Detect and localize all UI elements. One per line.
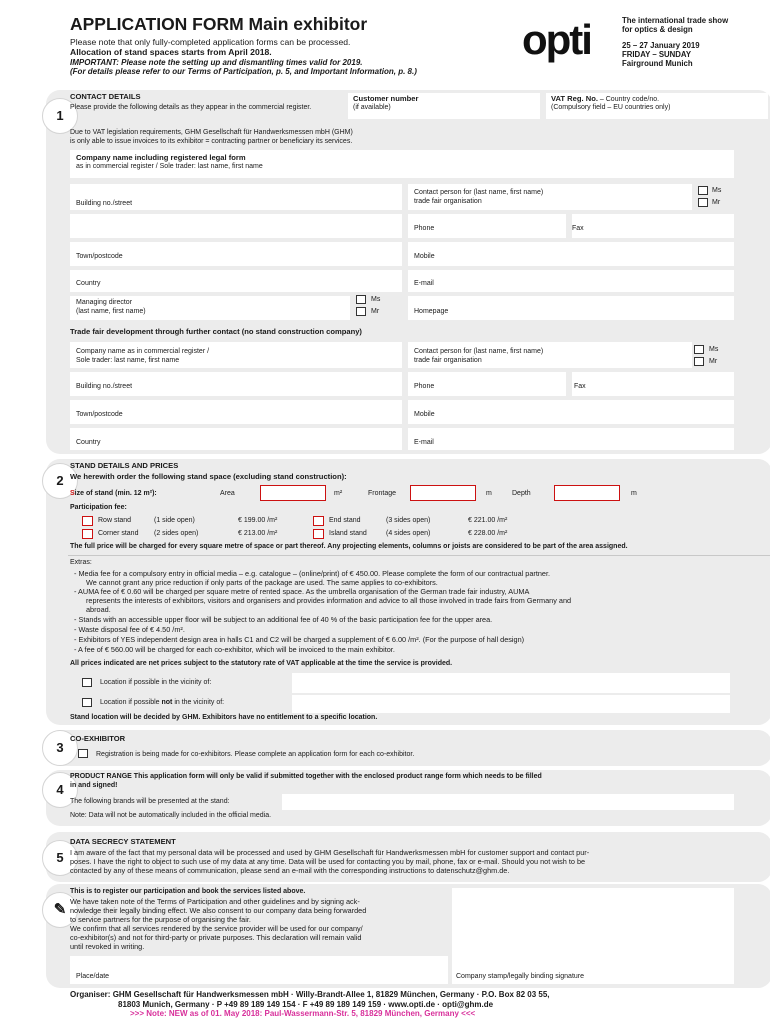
divider [68, 555, 770, 556]
company-name-label: Company name including registered legal form [76, 153, 246, 162]
register-line-3: to service partners for the purpose of organising the fair. [70, 915, 251, 924]
register-line-4: We confirm that all services rendered by the service provider will be used for our company/ [70, 924, 363, 933]
vat-reg-hint: (Compulsory field – EU countries only) [551, 104, 671, 111]
show-days: FRIDAY – SUNDAY [622, 50, 692, 60]
brands-input[interactable] [282, 794, 734, 810]
country-label: Country [76, 280, 101, 287]
vat-legal-line-2: is only able to issue invoices to its exhibitor = contracting partner or beneficiary its services. [70, 138, 353, 145]
customer-number-hint: (if available) [353, 104, 391, 111]
company-stamp-field[interactable] [452, 888, 734, 984]
register-line-1: We have taken note of the Terms of Participation and other guidelines and by signing ack- [70, 897, 360, 906]
customer-number-field[interactable] [348, 93, 540, 119]
frontage-unit: m [486, 490, 492, 497]
extra-upper-floor: - Stands with an accessible upper floor will be subject to an additional fee of 40 % of the basic participation fee for the upper area. [74, 615, 493, 624]
row-stand-checkbox[interactable] [82, 516, 93, 526]
country-field[interactable] [70, 270, 402, 292]
further-contact-heading: Trade fair development through further contact (no stand construction company) [70, 327, 362, 336]
brands-note: Note: Data will not be automatically included in the official media. [70, 812, 272, 819]
further-company-label-1: Company name as in commercial register / [76, 348, 210, 355]
section-3-title: CO-EXHIBITOR [70, 734, 126, 743]
row-stand-price: € 199.00 /m² [238, 517, 278, 524]
further-mobile-label: Mobile [414, 411, 435, 418]
company-name-hint: as in commercial register / Sole trader: last name, first name [76, 163, 263, 170]
organiser-line-1: GHM Gesellschaft für Handwerksmessen mbH · Willy-Brandt-Allee 1, 81829 München, Germany · P.O. Box 82 03 55, [110, 990, 550, 999]
phone-label: Phone [414, 225, 435, 232]
corner-stand-label: Corner stand [98, 530, 139, 537]
vat-reg-tail: – Country code/no. [597, 96, 660, 103]
contact-person-label-1: Contact person for (last name, first name) [414, 189, 544, 196]
company-stamp-label: Company stamp/legally binding signature [456, 973, 585, 980]
fax-field[interactable] [572, 214, 734, 238]
section-2-title: STAND DETAILS AND PRICES [70, 461, 179, 470]
depth-unit: m [631, 490, 637, 497]
location-decision-note: Stand location will be decided by GHM. Exhibitors have no entitlement to a specific location. [70, 714, 378, 721]
place-date-field[interactable] [70, 956, 448, 984]
intro-line-2: Allocation of stand spaces starts from April 2018. [70, 46, 272, 57]
further-mobile-field[interactable] [408, 400, 734, 424]
further-town-label: Town/postcode [76, 411, 123, 418]
island-stand-checkbox[interactable] [313, 529, 324, 539]
participation-fee-label: Participation fee: [70, 504, 127, 511]
organiser-info [70, 990, 550, 1011]
company-name-field[interactable] [70, 150, 734, 178]
further-fax-field[interactable] [572, 372, 734, 396]
register-line-5: co-exhibitor(s) and not for third-party or private purposes. This declaration will remain valid [70, 933, 362, 942]
data-secrecy-line-2: poses. I have the right to object to such use of my data at any time. Data will be used for contacting you by mail, phone, fax or e-mail. Should you not wish to be [70, 857, 586, 866]
location-not-near-checkbox[interactable] [82, 698, 92, 707]
place-date-label: Place/date [76, 973, 110, 980]
fax-label: Fax [572, 225, 584, 232]
further-mr-label: Mr [709, 358, 718, 365]
show-info [622, 16, 762, 69]
register-line-2: nowledge their legally binding effect. We also consent to our company data being forwarded [70, 906, 367, 915]
md-mr-label: Mr [371, 308, 380, 315]
contact-mr-label: Mr [712, 199, 721, 206]
further-ms-checkbox[interactable] [694, 345, 704, 354]
vat-reg-field[interactable] [546, 93, 768, 119]
mobile-field[interactable] [408, 242, 734, 266]
building-street-label: Building no./street [76, 200, 133, 207]
location-near-checkbox[interactable] [82, 678, 92, 687]
intro-line-3: IMPORTANT: Please note the setting up and dismantling times valid for 2019. [70, 57, 363, 67]
island-stand-label: Island stand [329, 530, 367, 537]
corner-stand-price: € 213.00 /m² [238, 530, 278, 537]
further-contact-label-2: trade fair organisation [414, 357, 482, 364]
further-fax-label: Fax [574, 383, 586, 390]
further-ms-label: Ms [709, 346, 719, 353]
brands-label: The following brands will be presented at the stand: [70, 798, 230, 805]
extra-auma-fee-2: represents the interests of exhibitors, visitors and organisers and provides information and advice to all those involved in trade fairs from Germany and [86, 596, 572, 605]
further-country-field[interactable] [70, 428, 402, 450]
order-text: We herewith order the following stand space (excluding stand construction): [70, 472, 347, 481]
further-mr-checkbox[interactable] [694, 357, 704, 366]
island-stand-price: € 228.00 /m² [468, 530, 508, 537]
co-exhibitor-checkbox[interactable] [78, 749, 88, 758]
section-signature [46, 884, 770, 988]
end-stand-sides: (3 sides open) [386, 517, 431, 524]
data-secrecy-line-1: I am aware of the fact that my personal data will be processed and used by GHM Gesellschaft für Handwerksmessen mbH for customer support and contact pur- [70, 848, 590, 857]
further-email-label: E-mail [414, 439, 434, 446]
extra-auma-fee-3: abroad. [86, 605, 111, 614]
vat-legal-line-1: Due to VAT legislation requirements, GHM Gesellschaft für Handwerksmessen mbH (GHM) [70, 129, 353, 136]
pen-icon: ✎ [42, 892, 78, 928]
full-price-note: The full price will be charged for every square metre of space or part thereof. Any projecting elements, columns or joists are considered to be part of the area assigned. [70, 543, 628, 550]
extra-waste-fee: - Waste disposal fee of € 4.50 /m². [74, 625, 185, 634]
section-number-1: 1 [42, 98, 78, 134]
extra-co-exhibitor-fee: - A fee of € 560.00 will be charged for each co-exhibitor, which will be invoiced to the main exhibitor. [74, 645, 395, 654]
contact-ms-label: Ms [712, 187, 722, 194]
address-change-note: >>> Note: NEW as of 01. May 2018: Paul-Wassermann-Str. 5, 81829 München, Germany <<< [130, 1009, 476, 1018]
contact-person-label-2: trade fair organisation [414, 198, 482, 205]
location-not-near-label: Location if possible not in the vicinity of: [100, 699, 225, 706]
section-1-title: CONTACT DETAILS [70, 92, 141, 101]
homepage-label: Homepage [414, 308, 449, 315]
area-label: Area [220, 490, 235, 497]
product-range-text-2: in and signed! [70, 782, 118, 789]
product-range-text: PRODUCT RANGE This application form will only be valid if submitted together with the enclosed product range form which needs to be filled [70, 773, 542, 780]
show-line-1: The international trade show [622, 16, 729, 25]
register-title: This is to register our participation and book the services listed above. [70, 888, 306, 895]
md-mr-checkbox[interactable] [356, 307, 366, 316]
extra-auma-fee: - AUMA fee of € 0.60 will be charged per square metre of rented space. As the umbrella organisation of the German trade fair industry, AUMA [74, 587, 530, 596]
size-label [70, 490, 157, 498]
section-number-5: 5 [42, 840, 78, 876]
email-field[interactable] [408, 270, 734, 292]
section-number-3: 3 [42, 730, 78, 766]
section-stand-details [46, 459, 770, 725]
intro-text [70, 38, 510, 76]
area-input[interactable] [260, 485, 326, 501]
corner-stand-sides: (2 sides open) [154, 530, 199, 537]
mobile-label: Mobile [414, 253, 435, 260]
managing-director-label-1: Managing director [76, 299, 133, 306]
depth-label: Depth [512, 490, 531, 497]
co-exhibitor-text: Registration is being made for co-exhibitors. Please complete an application form for each co-exhibitor. [96, 751, 415, 758]
section-number-4: 4 [42, 772, 78, 808]
further-company-label-2: Sole trader: last name, first name [76, 357, 180, 364]
island-stand-sides: (4 sides open) [386, 530, 431, 537]
end-stand-label: End stand [329, 517, 361, 524]
email-label: E-mail [414, 280, 434, 287]
homepage-field[interactable] [408, 296, 734, 320]
location-near-input[interactable] [292, 673, 730, 693]
size-label-rest: ize of stand (min. 12 m²): [74, 490, 157, 497]
opti-logo [522, 20, 618, 66]
page-title: APPLICATION FORM Main exhibitor [70, 14, 368, 34]
end-stand-price: € 221.00 /m² [468, 517, 508, 524]
section-co-exhibitor [46, 730, 770, 766]
section-product-range [46, 770, 770, 826]
depth-input[interactable] [554, 485, 620, 501]
section-number-2: 2 [42, 463, 78, 499]
frontage-label: Frontage [368, 490, 397, 497]
register-line-6: until revoked in writing. [70, 942, 145, 951]
organiser-line-2: 81803 Munich, Germany · P +49 89 189 149 154 · F +49 89 189 149 159 · www.opti.de · opti@ghm.de [118, 1000, 494, 1010]
md-ms-label: Ms [371, 296, 381, 303]
section-1-subtitle: Please provide the following details as they appear in the commercial register. [70, 104, 312, 111]
show-line-2: for optics & design [622, 25, 693, 35]
row-stand-sides: (1 side open) [154, 517, 195, 524]
organiser-label: Organiser: [70, 990, 111, 999]
extras-label: Extras: [70, 559, 92, 566]
further-building-label: Building no./street [76, 383, 133, 390]
customer-number-label: Customer number [353, 94, 419, 103]
town-postcode-label: Town/postcode [76, 253, 123, 260]
further-email-field[interactable] [408, 428, 734, 450]
logo-text: opti [522, 20, 591, 63]
corner-stand-checkbox[interactable] [82, 529, 93, 539]
contact-mr-checkbox[interactable] [698, 198, 708, 207]
show-venue: Fairground Munich [622, 59, 693, 69]
further-phone-label: Phone [414, 383, 435, 390]
end-stand-checkbox[interactable] [313, 516, 324, 526]
managing-director-label-2: (last name, first name) [76, 308, 146, 315]
data-secrecy-line-3: contacted by any of these means of communication, please send an e-mail with the corresponding instructions to datenschutz@ghm.de. [70, 866, 510, 875]
md-ms-checkbox[interactable] [356, 295, 366, 304]
row-stand-label: Row stand [98, 517, 132, 524]
extra-media-fee: - Media fee for a compulsory entry in official media – e.g. catalogue – (online/print) of € 450.00. Please complete the form of our contractual partner. [74, 569, 551, 578]
address-extra-field[interactable] [70, 214, 402, 238]
contact-ms-checkbox[interactable] [698, 186, 708, 195]
vat-reg-label: VAT Reg. No. [551, 94, 598, 103]
vat-note: All prices indicated are net prices subject to the statutory rate of VAT applicable at the time the service is provided. [70, 660, 453, 667]
show-dates: 25 – 27 January 2019 [622, 40, 700, 50]
extra-media-fee-2: We cannot grant any price reduction if only parts of the package are used. The same applies to co-exhibitors. [86, 578, 438, 587]
section-5-title: DATA SECRECY STATEMENT [70, 837, 176, 846]
intro-line-4: (For details please refer to our Terms of Participation, p. 5, and Important Information, p. 8.) [70, 66, 417, 76]
frontage-input[interactable] [410, 485, 476, 501]
section-data-secrecy [46, 832, 770, 882]
intro-line-1: Please note that only fully-completed application forms can be processed. [70, 37, 351, 47]
further-country-label: Country [76, 439, 101, 446]
area-unit: m² [334, 490, 343, 497]
size-label-s: S [70, 490, 75, 497]
section-contact-details [46, 90, 770, 454]
extra-yes-area: - Exhibitors of YES independent design area in halls C1 and C2 will be charged a supplement of € 6.00 /m². (For the purpose of hall design) [74, 635, 525, 644]
further-contact-label-1: Contact person for (last name, first name) [414, 348, 544, 355]
location-not-near-input[interactable] [292, 695, 730, 713]
location-near-label: Location if possible in the vicinity of: [100, 679, 212, 686]
